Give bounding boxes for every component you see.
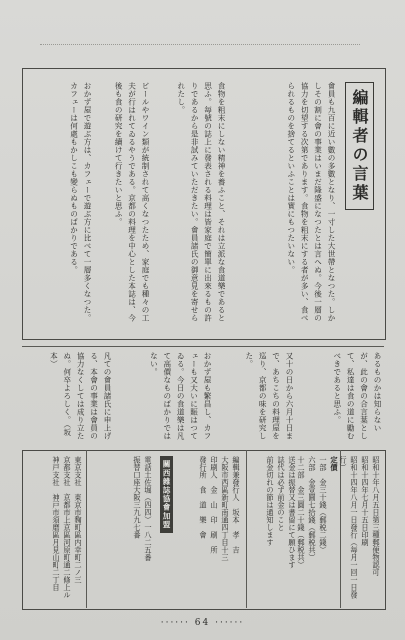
page-number-ornament: ······	[160, 618, 190, 628]
top-rule	[40, 44, 360, 45]
page-number: ······ 64 ······	[160, 618, 245, 628]
staff-info: 編輯兼發行人 坂本 孝 吉 大阪市西區新町南通四丁目十三 印刷人 金 山 印 刷 所 發行所 食 道 樂 會	[199, 456, 241, 561]
editorial-paragraph: 食物を粗末にしない精神を養ふこと、それは立派な食道樂であると思ふ。毎號の誌上に發表される料理は皆家庭で簡單に出來るもの許りであるから是非試みていただきたい。會員諸氏の御意見を寄せられたし。	[176, 82, 226, 322]
editorial-title: 編輯者の言葉	[345, 82, 374, 210]
editorial-paragraph: 會員も九百に近い數の多數となり、一寸した大世帶となつた。しかしその割に會の事業はいまだ隆盛になつたとは言へぬ。今後一層の協力を切望する次第であります。食物を粗末にする者が多い、食べられるものを捨てるといふことは實にもつたいない。	[286, 82, 336, 322]
body-text: 又十の日から六月十日まで、あちこちの料理屋を巡り、京都の味を研究した。	[244, 352, 294, 440]
colophon-divider	[86, 450, 87, 608]
section-divider	[22, 346, 384, 347]
body-text: 凡ての會員諸氏に申上げる、本會の事業は會員の協力なくしては成り立たぬ。何卒よろしく。（坂本）	[49, 352, 112, 440]
page-number-ornament: ······	[215, 618, 245, 628]
publication-info: 昭和十年八月五日第三種郵便物認可 昭和十四年七月十五日印刷 昭和十四年八月一日發行（毎月一回一日發行）	[339, 456, 381, 599]
price-list: 定價 一部 金三十錢（郵税二錢） 六部 金壹圓七拾錢（郵税共） 十二部 金三圓二十錢（郵税共）	[297, 456, 339, 569]
colophon-divider	[340, 450, 341, 608]
notice-list: 送金は振替又は書留にて願ひます 誌代は必ず前金のこと 前金切れの節は通知します	[266, 456, 297, 569]
colophon-divider	[246, 450, 247, 608]
editorial-paragraph: おかず屋で遊ぶ方は、カフェーで遊ぶ方に比べて一層多くなつた。カフェーは何處もかしこも變らぬものばかりである。	[69, 82, 92, 322]
editorial-paragraph: ビールやワイン類が統制されて高くなつたため、家庭でも種々の工夫が行はれてゐるやうである。京都の料理を中心とした本誌は、今後も食の研究を續けて行きたいと思ふ。	[114, 82, 150, 322]
price-heading: 定價	[330, 456, 339, 471]
branch-list: 東京支社 東京市麴町區内幸町二ノ三 京都支社 京都市上京區河原町通二條上ル 神戸支社 神戸市須磨區月見山町二丁目	[52, 456, 83, 599]
body-text: あるものかは知らないが、此の會の合言葉として、私達は食の道に勵むべきであると思ふ。	[332, 352, 382, 440]
association-band: 關西雜誌協會加盟	[160, 456, 173, 533]
body-text: おかず屋も繁昌し、カフェーも又大いに賑はつてゐる。今日の食道樂は凡て高價なものばかりではない。	[149, 352, 212, 440]
contact-info: 電話土佐堀（四四）一八二五番 振替口座大阪三九九七番	[133, 456, 153, 561]
